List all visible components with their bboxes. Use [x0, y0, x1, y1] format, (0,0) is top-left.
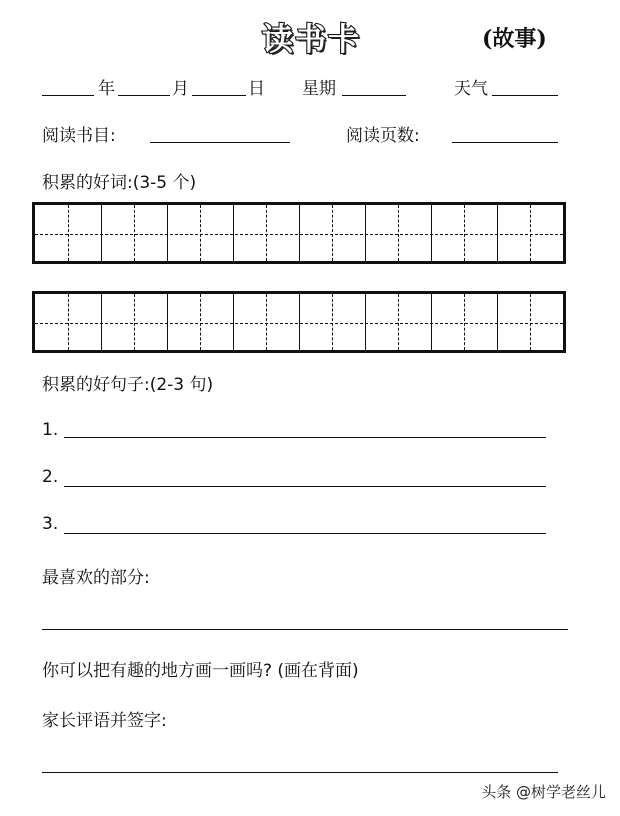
grid-box-divider	[167, 294, 168, 350]
grid-box-divider	[233, 294, 234, 350]
card-title: 读书卡	[262, 22, 361, 58]
favorite-part-line[interactable]	[42, 629, 568, 630]
grid-box-center-dash	[134, 294, 135, 350]
sentence-line-1[interactable]	[64, 437, 546, 438]
grid-box-center-dash	[398, 205, 399, 261]
sentence-number-2: 2.	[42, 467, 59, 487]
year-label: 年	[98, 79, 115, 99]
page-count-label: 阅读页数:	[346, 126, 420, 146]
watermark-text: 头条 @树学老丝儿	[481, 783, 606, 801]
weekday-label: 星期	[302, 79, 336, 99]
word-grid-row-2[interactable]	[32, 291, 566, 353]
grid-box-divider	[101, 205, 102, 261]
sentence-number-3: 3.	[42, 514, 59, 534]
grid-box-center-dash	[332, 205, 333, 261]
sentence-line-3[interactable]	[64, 533, 546, 534]
grid-box-center-dash	[68, 205, 69, 261]
weekday-blank[interactable]	[342, 95, 406, 96]
parent-comment-label: 家长评语并签字:	[42, 711, 167, 731]
grid-box-divider	[299, 205, 300, 261]
day-blank[interactable]	[192, 95, 246, 96]
page-count-blank[interactable]	[452, 142, 558, 143]
grid-box-center-dash	[530, 205, 531, 261]
grid-box-divider	[299, 294, 300, 350]
book-title-label: 阅读书目:	[42, 126, 116, 146]
grid-box-center-dash	[200, 294, 201, 350]
good-sentences-label: 积累的好句子:(2-3 句)	[42, 375, 214, 395]
grid-box-divider	[101, 294, 102, 350]
grid-box-divider	[431, 294, 432, 350]
grid-box-center-dash	[398, 294, 399, 350]
weather-blank[interactable]	[492, 95, 558, 96]
day-label: 日	[248, 79, 265, 99]
grid-box-center-dash	[464, 205, 465, 261]
grid-box-divider	[233, 205, 234, 261]
grid-box-center-dash	[266, 294, 267, 350]
sentence-number-1: 1.	[42, 420, 59, 440]
story-badge: (故事)	[482, 26, 547, 52]
year-blank[interactable]	[42, 95, 94, 96]
grid-box-center-dash	[68, 294, 69, 350]
weather-label: 天气	[454, 79, 488, 99]
grid-box-center-dash	[464, 294, 465, 350]
grid-box-center-dash	[134, 205, 135, 261]
month-blank[interactable]	[118, 95, 170, 96]
grid-box-divider	[431, 205, 432, 261]
good-words-label: 积累的好词:(3-5 个)	[42, 173, 197, 193]
grid-box-center-dash	[332, 294, 333, 350]
grid-box-divider	[497, 205, 498, 261]
sentence-line-2[interactable]	[64, 486, 546, 487]
book-title-blank[interactable]	[150, 142, 290, 143]
grid-box-divider	[167, 205, 168, 261]
grid-box-divider	[497, 294, 498, 350]
word-grid-row-1[interactable]	[32, 202, 566, 264]
grid-box-divider	[365, 294, 366, 350]
drawing-prompt: 你可以把有趣的地方画一画吗? (画在背面)	[42, 661, 359, 681]
grid-box-center-dash	[200, 205, 201, 261]
parent-comment-line[interactable]	[42, 772, 558, 773]
favorite-part-label: 最喜欢的部分:	[42, 568, 150, 588]
grid-box-divider	[365, 205, 366, 261]
grid-box-center-dash	[530, 294, 531, 350]
month-label: 月	[172, 79, 189, 99]
grid-box-center-dash	[266, 205, 267, 261]
